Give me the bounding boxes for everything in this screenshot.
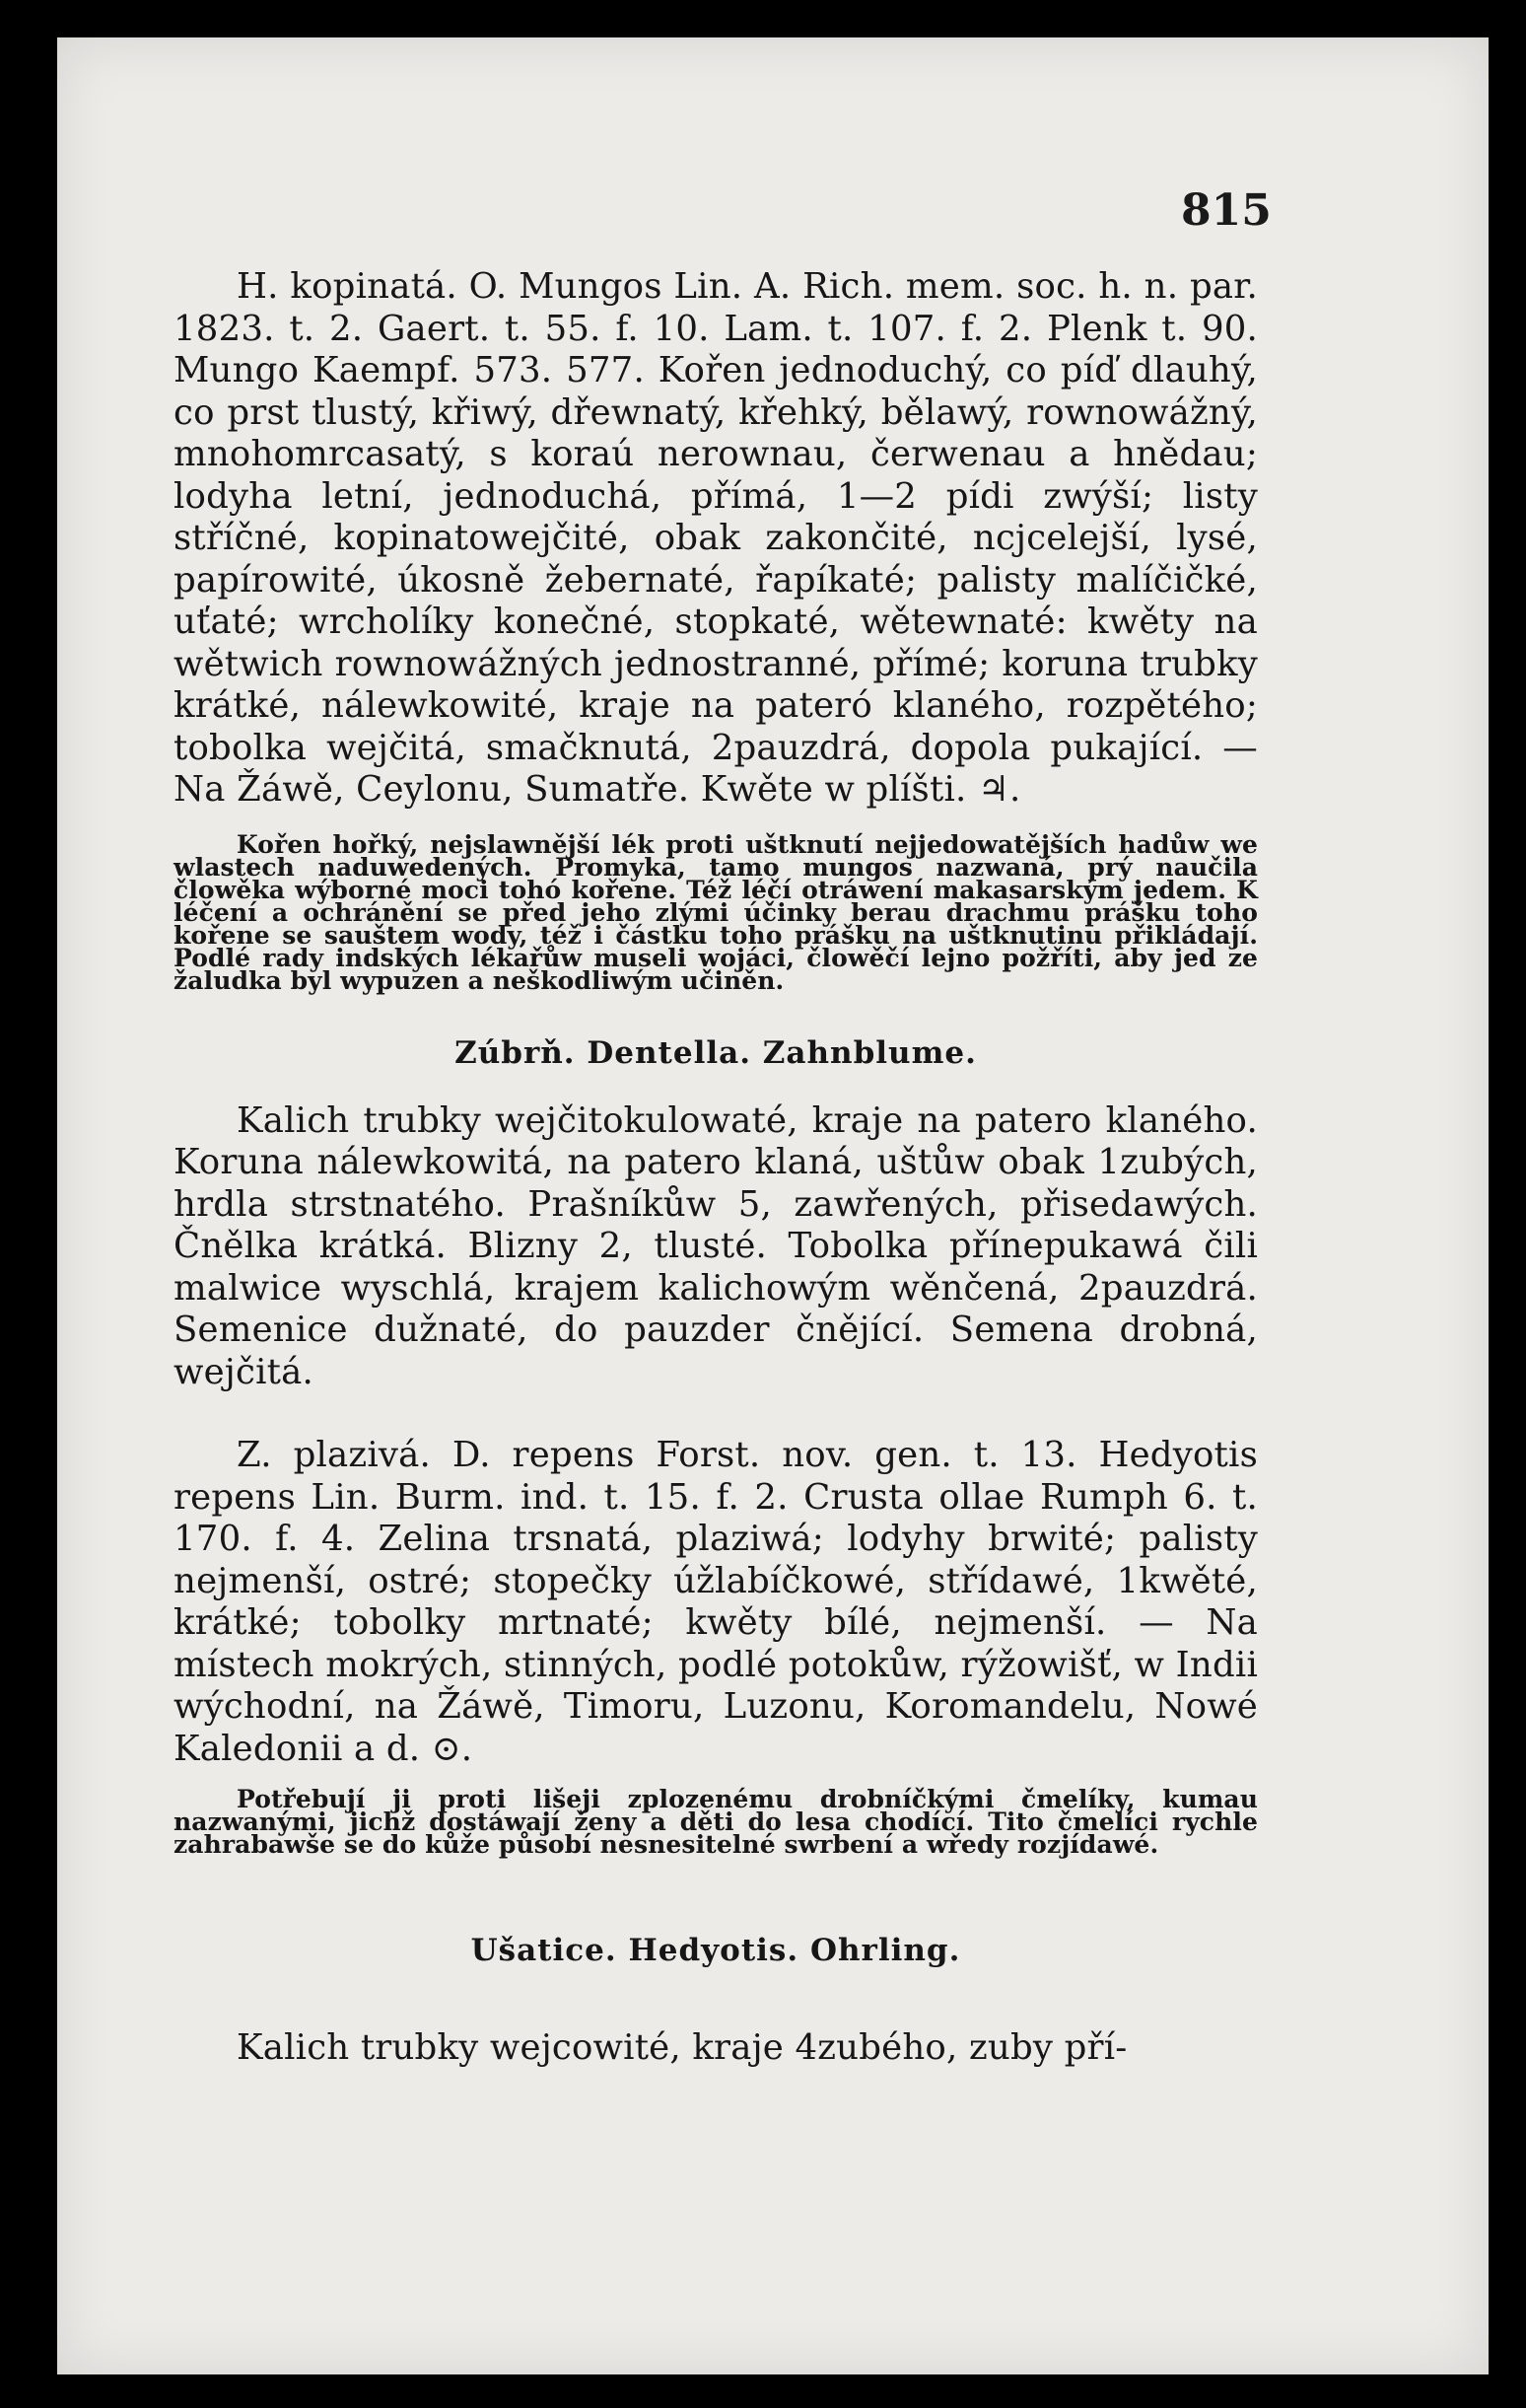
page-number: 815 bbox=[1181, 185, 1272, 236]
zubrn-heading: Zúbrň. Dentella. Zahnblume. bbox=[454, 1034, 977, 1071]
zubrn-note: Potřebují ji proti lišeji zplozenému drobníčkými čmelíky, kumau nazwanými, jichž dostáwají ženy a děti do lesa chodící. Tito čmelíci rychle zahrabawše se do kůže působí nesnesitelné swrbení a wředy rozjídawé. bbox=[173, 1785, 1258, 1859]
usatice-heading: Ušatice. Hedyotis. Ohrling. bbox=[470, 1933, 961, 1968]
zubrn-genus-description: Kalich trubky wejčitokulowaté, kraje na patero klaného. Koruna nálewkowitá, na patero klaná, uštůw obak 1zubých, hrdla strstnatého. Prašníkůw 5, zawřených, přisedawých. Čnělka krátká. Blizny 2, tlusté. Tobolka přínepukawá čili malwice wyschlá, krajem kalichowým wěnčená, 2pauzdrá. Semenice dužnaté, do pauzder čnějící. Semena drobná, wejčitá. bbox=[173, 1099, 1258, 1392]
mungos-description: H. kopinatá. O. Mungos Lin. A. Rich. mem. soc. h. n. par. 1823. t. 2. Gaert. t. 55. f. 10. Lam. t. 107. f. 2. Plenk t. 90. Mungo Kaempf. 573. 577. Kořen jednoduchý, co píď dlauhý, co prst tlustý, křiwý, dřewnatý, křehký, bělawý, rownowážný, mnohomrcasatý, s koraú nerownau, čerwenau a hnědau; lodyha letní, jednoduchá, přímá, 1—2 pídi zwýší; listy stříčné, kopinatowejčité, obak zakončité, ncjcelejší, lysé, papírowité, úkosně žebernaté, řapíkaté; palisty malíčičké, uťaté; wrcholíky konečné, stopkaté, wětewnaté: kwěty na wětwich rownowážných jednostranné, přímé; koruna trubky krátké, nálewkowité, kraje na pateró klaného, rozpětého; tobolka wejčitá, smačknutá, 2pauzdrá, dopola pukající. — Na Žáwě, Ceylonu, Sumatře. Kwěte w plíšti. ♃. bbox=[173, 266, 1258, 810]
zubrn-species-description: Z. plazivá. D. repens Forst. nov. gen. t. 13. Hedyotis repens Lin. Burm. ind. t. 15. f. 2. Crusta ollae Rumph 6. t. 170. f. 4. Zelina trsnatá, plaziwá; lodyhy brwité; palisty nejmenší, ostré; stopečky úžlabíčkowé, střídawé, 1kwěté, krátké; tobolky mrtnaté; kwěty bílé, nejmenší. — Na místech mokrých, stinných, podlé potokůw, rýžowišť, w Indii wýchodní, na Žáwě, Timoru, Luzonu, Koromandelu, Nowé Kaledonii a d. ⊙. bbox=[173, 1435, 1258, 1769]
mungos-note: Kořen hořký, nejslawnější lék proti uštknutí nejjedowatějších hadůw we wlastech naduwedených. Promyka, tamo mungos nazwaná, prý naučila člowěka wýborné moci tohó kořene. Též léčí otráwení makasarským jedem. K léčení a ochránění se před jeho zlými účinky berau drachmu prášku toho kořene se sauštem wody, též i částku toho prášku na uštknutinu přikládají. Podlé rady indských lékařůw museli wojáci, člowěčí lejno požříti, aby jed ze žaludka byl wypuzen a neškodliwým učiněn. bbox=[173, 829, 1258, 995]
page-text bbox=[173, 266, 1258, 2070]
book-page bbox=[57, 37, 1489, 2374]
usatice-genus-description: Kalich trubky wejcowité, kraje 4zubého, zuby pří- bbox=[237, 2027, 1128, 2068]
